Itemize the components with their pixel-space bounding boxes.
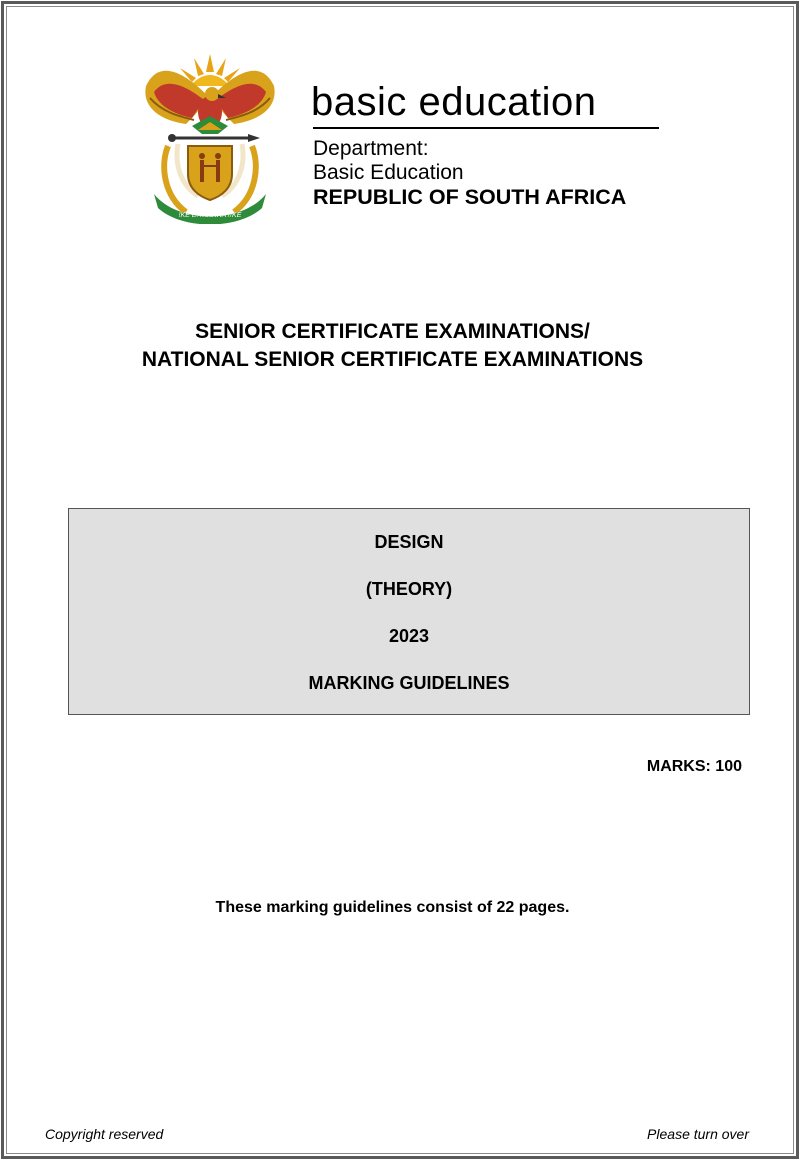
department-name: Basic Education: [313, 161, 464, 184]
logo-divider: [313, 127, 659, 129]
paper-name: (THEORY): [365, 579, 453, 599]
country-name: REPUBLIC OF SOUTH AFRICA: [313, 185, 627, 209]
exam-title-line-2: NATIONAL SENIOR CERTIFICATE EXAMINATIONS: [141, 348, 644, 371]
motto-text: !KE E: /XARRA //KE: [178, 212, 242, 219]
footer-copyright: Copyright reserved: [45, 1126, 164, 1142]
document-type: MARKING GUIDELINES: [308, 673, 510, 693]
exam-title-line-1: SENIOR CERTIFICATE EXAMINATIONS/: [195, 320, 590, 343]
marks-total: MARKS: 100: [646, 758, 742, 775]
exam-year: 2023: [388, 626, 430, 646]
footer-turn-over: Please turn over: [647, 1126, 749, 1142]
coat-of-arms-emblem: [138, 46, 282, 224]
page-count-note: These marking guidelines consist of 22 pages.: [215, 899, 570, 916]
department-label: Department:: [313, 137, 429, 160]
subject-name: DESIGN: [374, 532, 444, 552]
department-logo-title: basic education: [311, 80, 597, 124]
subject-box: [68, 508, 750, 715]
